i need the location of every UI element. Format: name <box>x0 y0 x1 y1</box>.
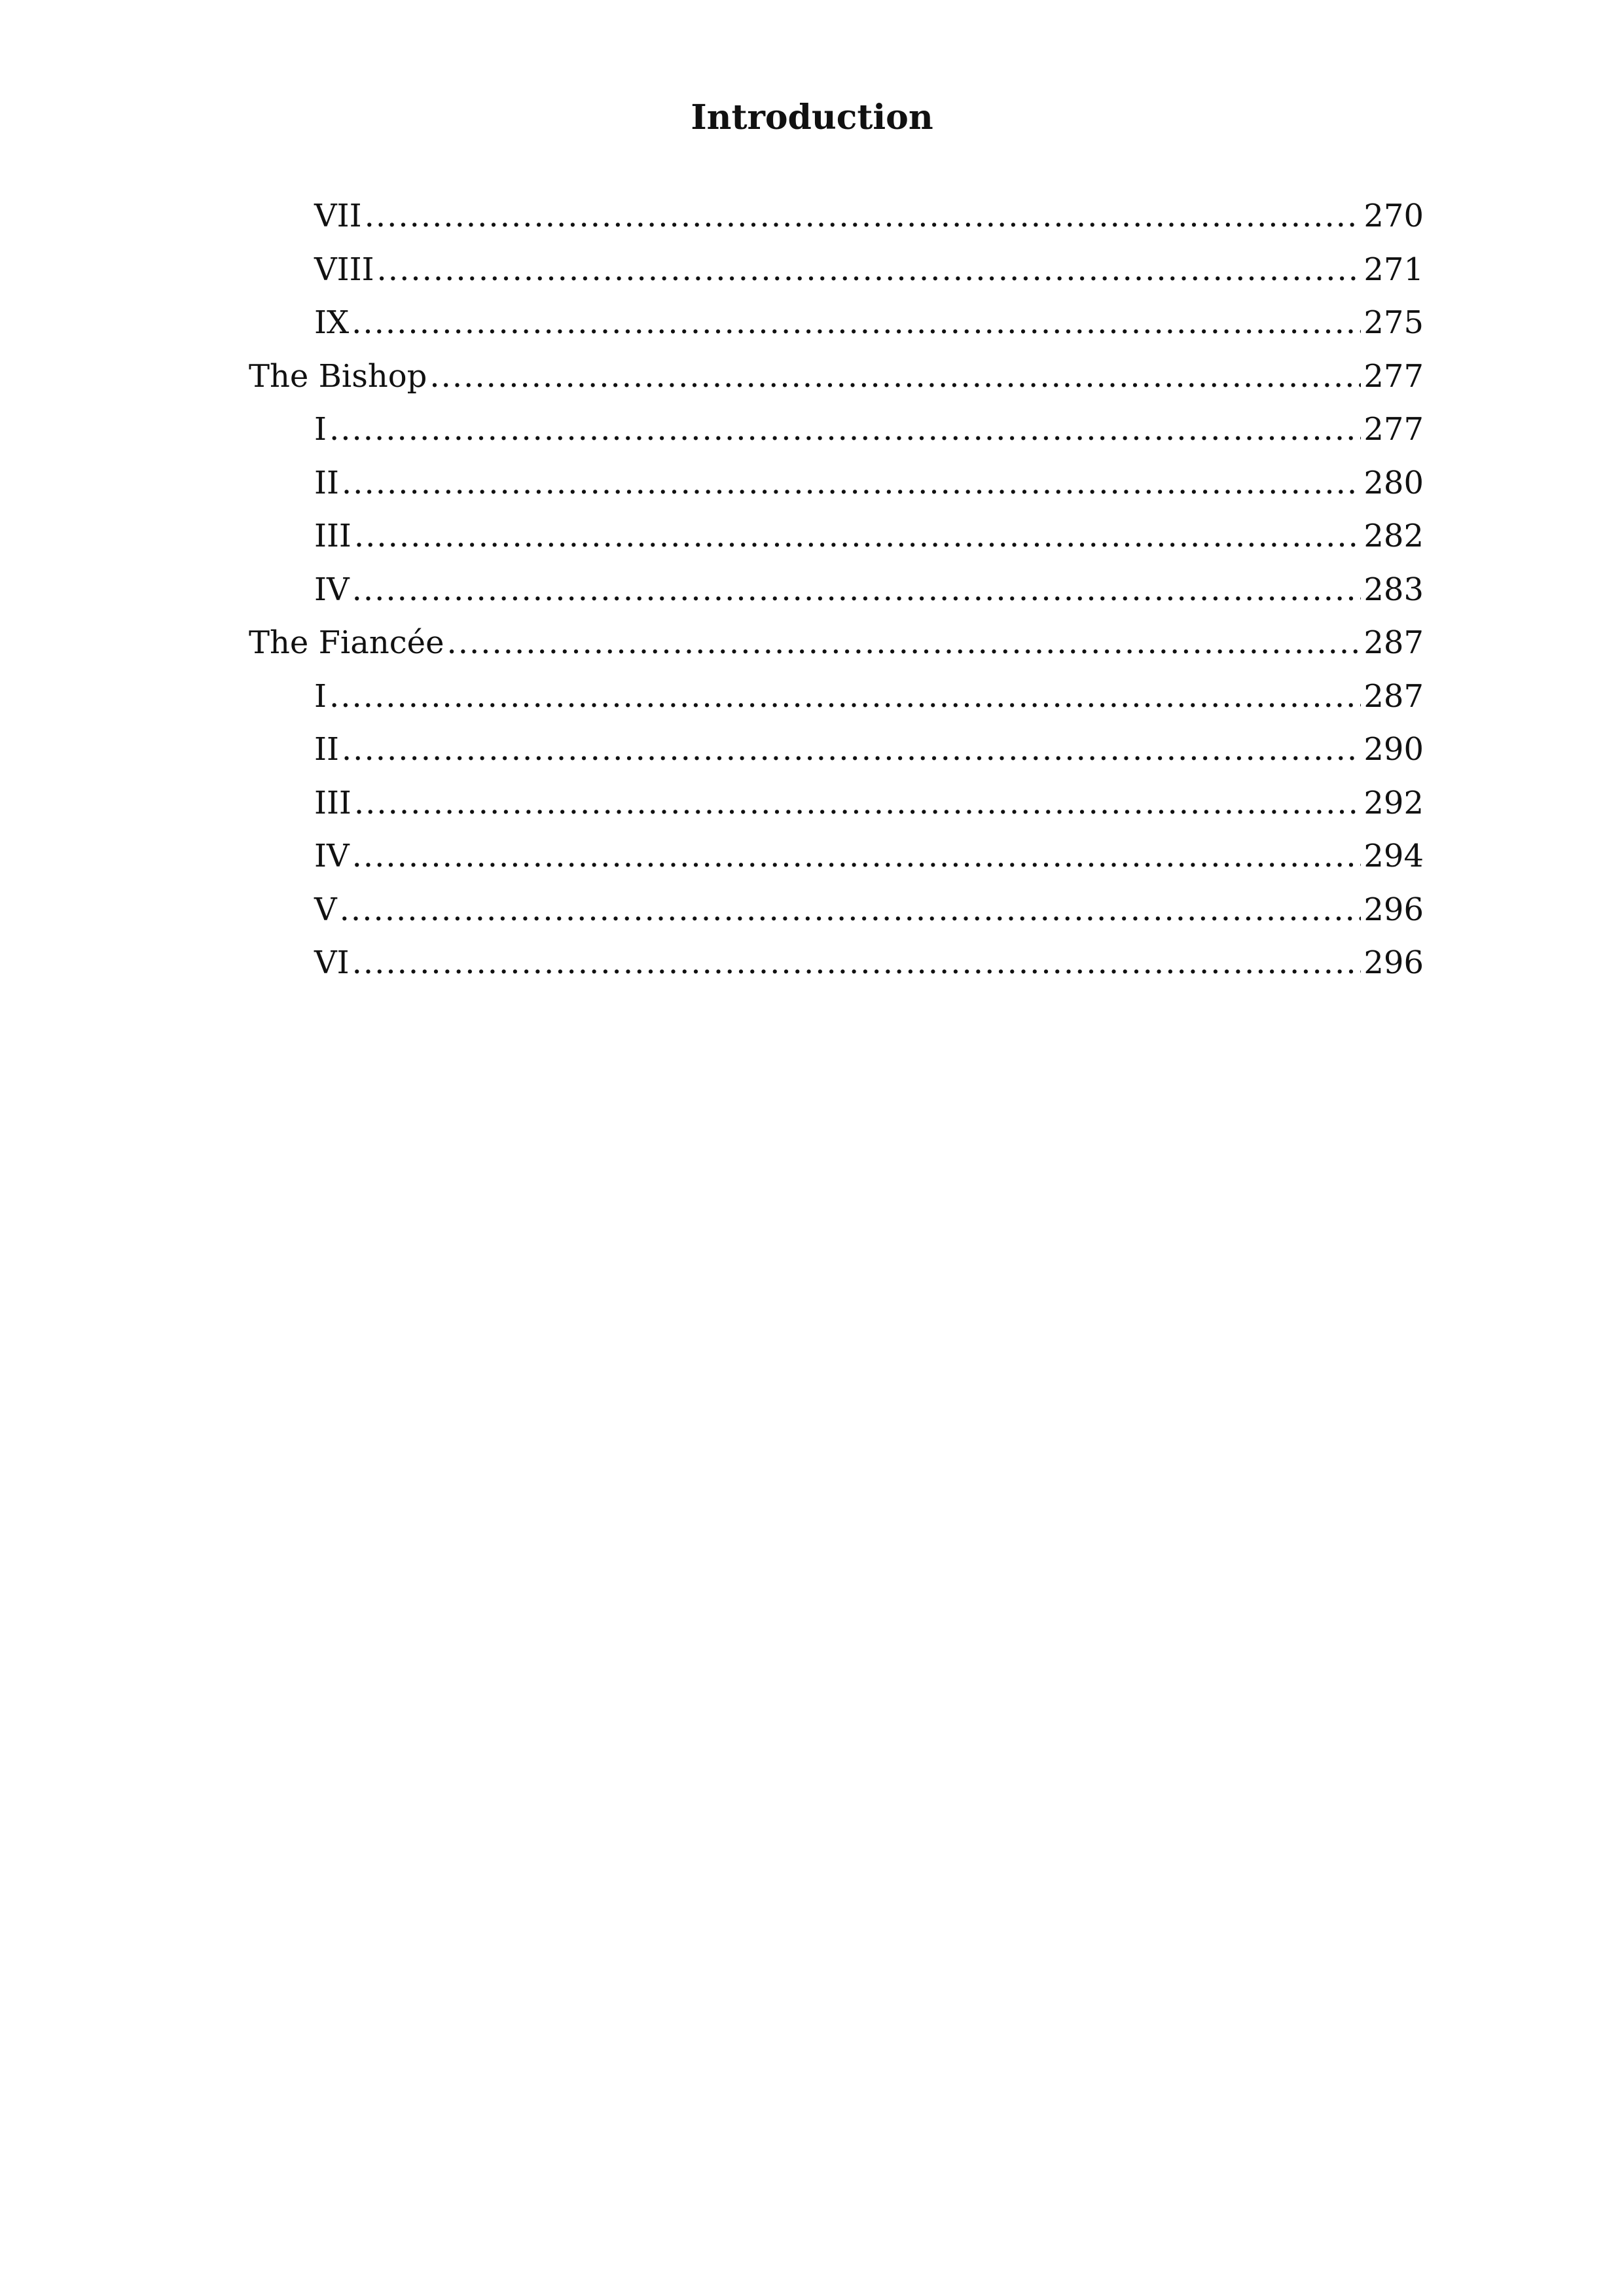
toc-entry-page: 296 <box>1363 944 1424 981</box>
toc-entry-page: 277 <box>1363 411 1424 448</box>
dot-leader <box>446 617 1361 670</box>
toc-entry-label: I <box>314 677 327 715</box>
toc-entry-label: IV <box>314 571 350 608</box>
dot-leader <box>342 723 1361 777</box>
dot-leader <box>352 564 1362 617</box>
toc-entry-page: 271 <box>1363 251 1424 288</box>
toc-entry-page: 275 <box>1363 304 1424 341</box>
toc-entry-vii[interactable] <box>249 190 1424 243</box>
toc-entry-bishop-ii[interactable] <box>249 457 1424 511</box>
toc-entry-bishop-iv[interactable] <box>249 564 1424 617</box>
toc-entry-page: 296 <box>1363 891 1424 928</box>
toc-entry-fiancee-vi[interactable] <box>249 937 1424 990</box>
dot-leader <box>340 884 1362 937</box>
toc-entry-page: 277 <box>1363 357 1424 395</box>
toc-entry-fiancee-iv[interactable] <box>249 830 1424 884</box>
toc-entry-fiancee-i[interactable] <box>249 670 1424 724</box>
dot-leader <box>352 830 1362 884</box>
toc-entry-label: III <box>314 784 352 821</box>
toc-entry-the-fiancee[interactable] <box>249 617 1424 670</box>
table-of-contents <box>249 190 1424 990</box>
dot-leader <box>354 510 1361 564</box>
toc-entry-label: II <box>314 464 339 501</box>
toc-entry-label: The Fiancée <box>249 624 444 661</box>
toc-entry-label: I <box>314 411 327 448</box>
toc-entry-label: III <box>314 518 352 554</box>
dot-leader <box>352 937 1362 990</box>
toc-entry-bishop-i[interactable] <box>249 403 1424 457</box>
toc-entry-viii[interactable] <box>249 243 1424 297</box>
toc-entry-page: 292 <box>1363 784 1424 821</box>
toc-entry-label: VII <box>314 198 362 234</box>
toc-entry-the-bishop[interactable] <box>249 350 1424 404</box>
toc-entry-page: 294 <box>1363 838 1424 874</box>
dot-leader <box>352 296 1361 350</box>
toc-entry-bishop-iii[interactable] <box>249 510 1424 564</box>
toc-entry-page: 287 <box>1363 624 1424 661</box>
toc-entry-page: 283 <box>1363 571 1424 608</box>
toc-entry-label: The Bishop <box>249 357 427 395</box>
toc-entry-page: 287 <box>1363 677 1424 715</box>
toc-entry-page: 280 <box>1363 464 1424 501</box>
dot-leader <box>329 403 1361 457</box>
toc-entry-label: V <box>314 891 337 928</box>
dot-leader <box>429 350 1361 404</box>
toc-entry-label: VIII <box>314 251 374 288</box>
toc-entry-page: 290 <box>1363 731 1424 768</box>
toc-entry-fiancee-iii[interactable] <box>249 777 1424 831</box>
dot-leader <box>329 670 1361 724</box>
toc-entry-fiancee-ii[interactable] <box>249 723 1424 777</box>
toc-entry-fiancee-v[interactable] <box>249 884 1424 937</box>
toc-entry-label: IX <box>314 304 350 341</box>
toc-entry-label: IV <box>314 838 350 874</box>
dot-leader <box>354 777 1361 831</box>
dot-leader <box>365 190 1362 243</box>
toc-entry-label: II <box>314 731 339 768</box>
dot-leader <box>377 243 1362 297</box>
page-title: Introduction <box>691 98 933 137</box>
toc-entry-label: VI <box>314 944 350 981</box>
dot-leader <box>342 457 1361 511</box>
toc-entry-ix[interactable] <box>249 296 1424 350</box>
toc-entry-page: 282 <box>1363 518 1424 554</box>
toc-entry-page: 270 <box>1363 198 1424 234</box>
